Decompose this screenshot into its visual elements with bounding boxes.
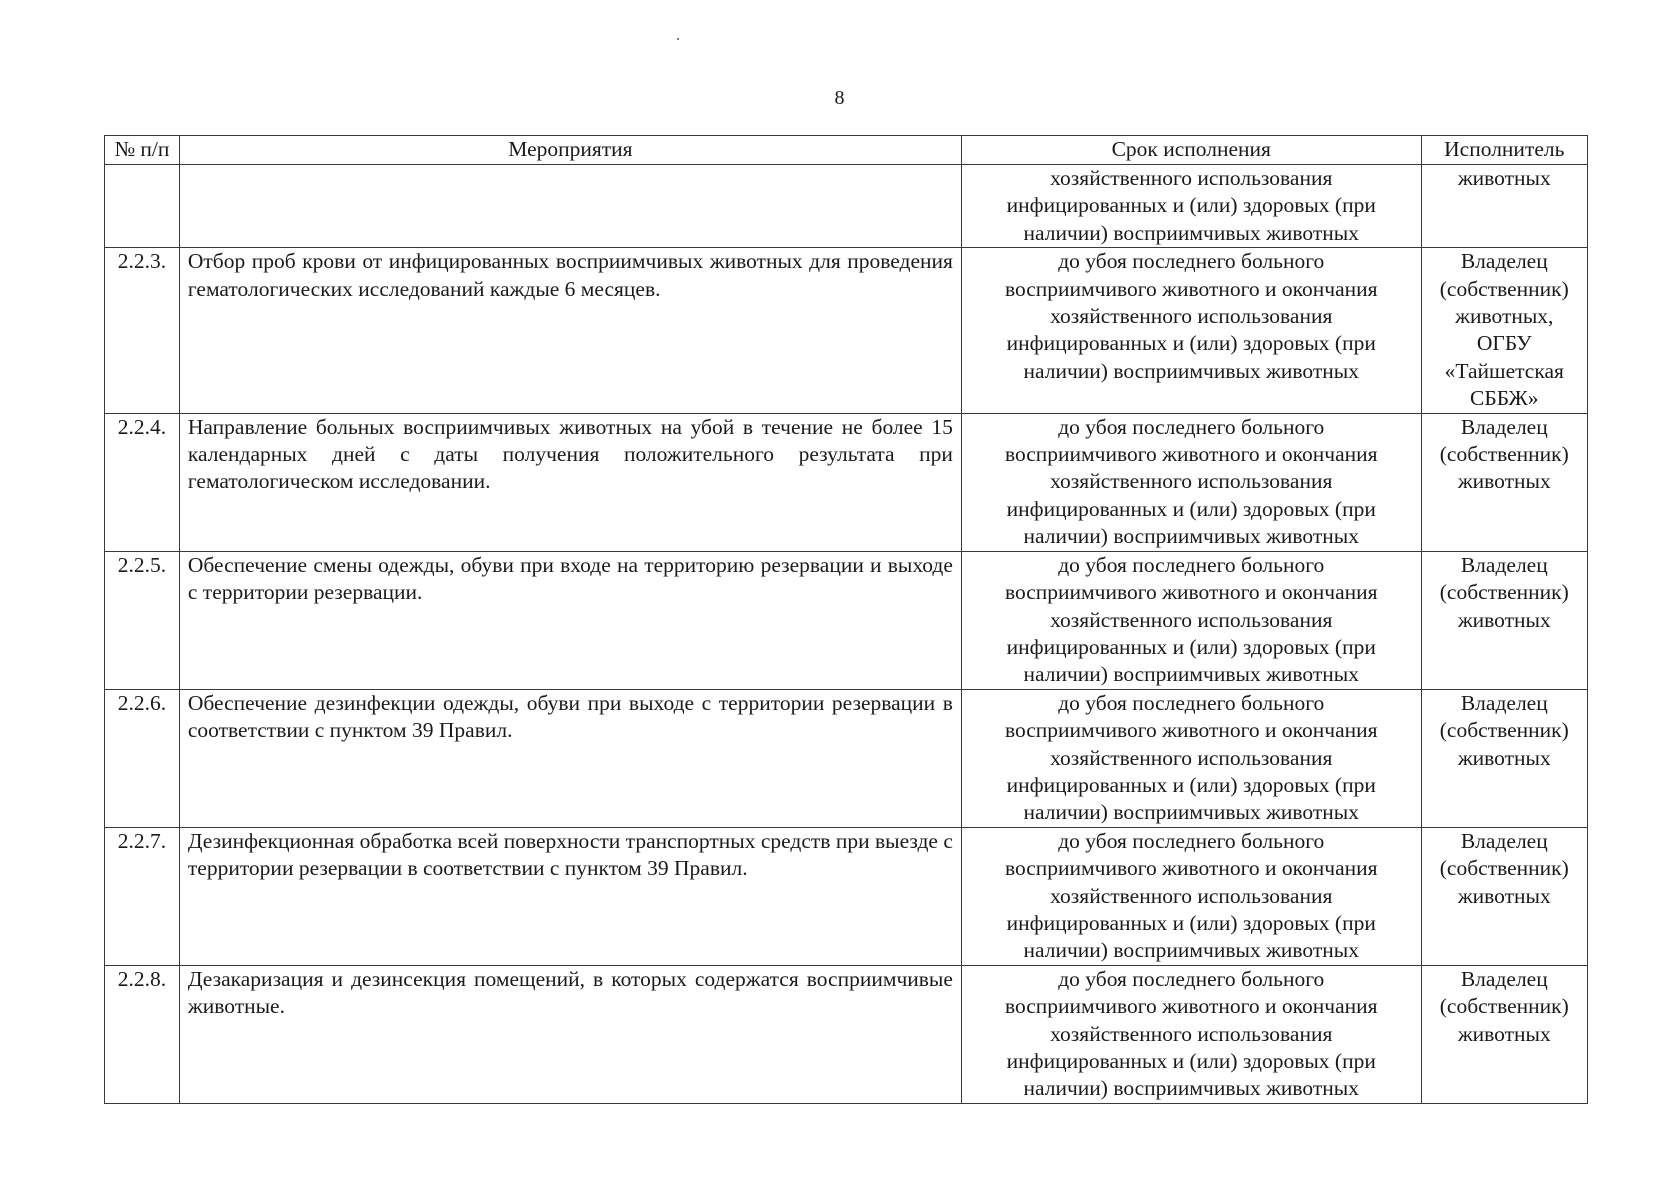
row-executor: Владелец (собственник) животных, ОГБУ «Тайшетская СББЖ»	[1439, 249, 1569, 411]
row-executor: Владелец (собственник) животных	[1439, 828, 1569, 908]
row-num: 2.2.3.	[105, 248, 180, 413]
row-term: до убоя последнего больного восприимчивого животного и окончания хозяйственного использования инфицированных и (или) здоровых (при наличии) восприимчивых животных	[1004, 414, 1378, 549]
row-term: до убоя последнего больного восприимчивого животного и окончания хозяйственного использования инфицированных и (или) здоровых (при наличии) восприимчивых животных	[1004, 249, 1378, 383]
row-executor: Владелец (собственник) животных	[1439, 690, 1569, 770]
row-executor: Владелец (собственник) животных	[1439, 414, 1569, 494]
activities-table	[104, 135, 1588, 1104]
row-term: хозяйственного использования инфицированных и (или) здоровых (при наличии) восприимчивых животных	[1006, 166, 1376, 245]
row-activity: Дезакаризация и дезинсекция помещений, в которых содержатся восприимчивые животные.	[187, 966, 953, 1019]
row-num: 2.2.8.	[105, 965, 180, 1103]
row-activity: Отбор проб крови от инфицированных восприимчивых животных для проведения гематологических исследований каждые 6 месяцев.	[187, 249, 953, 301]
row-activity: Обеспечение дезинфекции одежды, обуви при выходе с территории резервации в соответствии с пунктом 39 Правил.	[187, 690, 953, 743]
table-row-continuation	[105, 165, 1588, 248]
header-executor: Исполнитель	[1421, 136, 1587, 165]
table-row	[105, 248, 1588, 413]
row-activity	[179, 165, 961, 248]
header-activity: Мероприятия	[179, 136, 961, 165]
table-row	[105, 551, 1588, 689]
row-num: 2.2.5.	[105, 551, 180, 689]
row-num: 2.2.7.	[105, 827, 180, 965]
row-activity: Обеспечение смены одежды, обуви при входе на территорию резервации и выходе с территории резервации.	[187, 552, 953, 605]
table-row	[105, 827, 1588, 965]
row-executor: животных	[1457, 166, 1551, 190]
row-term: до убоя последнего больного восприимчивого животного и окончания хозяйственного использования инфицированных и (или) здоровых (при наличии) восприимчивых животных	[1004, 966, 1378, 1101]
row-term: до убоя последнего больного восприимчивого животного и окончания хозяйственного использования инфицированных и (или) здоровых (при наличии) восприимчивых животных	[1004, 552, 1378, 687]
table-row	[105, 413, 1588, 551]
table-row	[105, 965, 1588, 1103]
row-activity: Направление больных восприимчивых животных на убой в течение не более 15 календарных дней с даты получения положительного результата при гематологическом исследовании.	[187, 414, 953, 494]
row-term: до убоя последнего больного восприимчивого животного и окончания хозяйственного использования инфицированных и (или) здоровых (при наличии) восприимчивых животных	[1004, 690, 1378, 825]
row-executor: Владелец (собственник) животных	[1439, 966, 1569, 1046]
header-term: Срок исполнения	[961, 136, 1421, 165]
row-activity: Дезинфекционная обработка всей поверхности транспортных средств при выезде с территории резервации в соответствии с пунктом 39 Правил.	[187, 828, 953, 881]
scan-speck	[677, 38, 679, 40]
header-num: № п/п	[105, 136, 180, 165]
row-term: до убоя последнего больного восприимчивого животного и окончания хозяйственного использования инфицированных и (или) здоровых (при наличии) восприимчивых животных	[1004, 828, 1378, 963]
row-num: 2.2.4.	[105, 413, 180, 551]
row-num: 2.2.6.	[105, 689, 180, 827]
table-header-row	[105, 136, 1588, 165]
table-row	[105, 689, 1588, 827]
page-number: 8	[834, 87, 845, 109]
row-executor: Владелец (собственник) животных	[1439, 552, 1569, 632]
row-num	[105, 165, 180, 248]
